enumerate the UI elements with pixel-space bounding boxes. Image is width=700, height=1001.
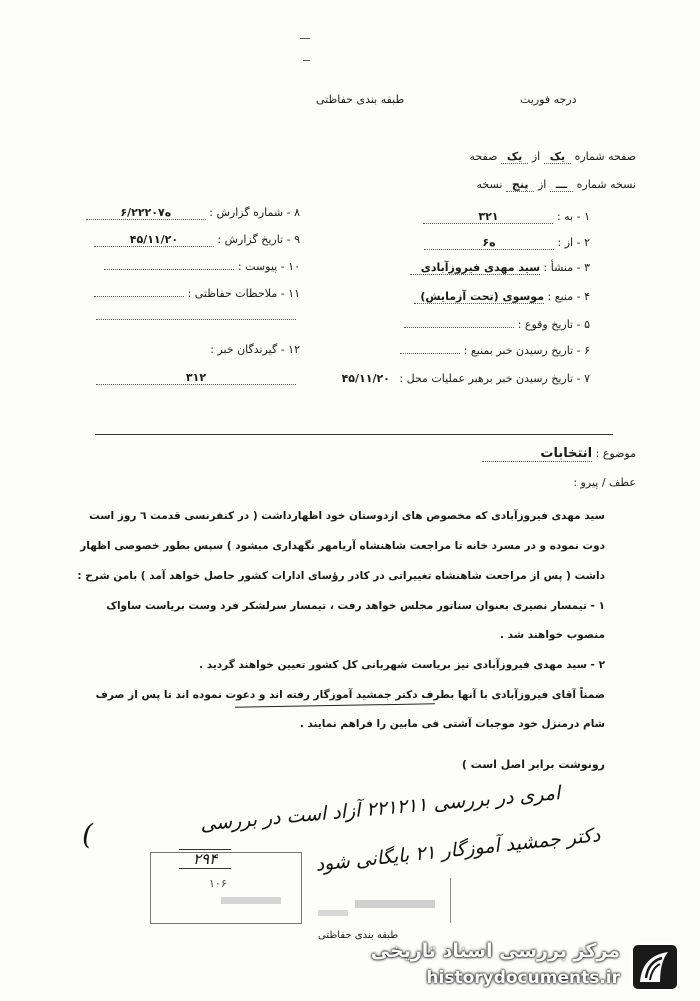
faded-stamp-edge	[450, 878, 465, 923]
watermark-url: historydocuments.ir	[426, 968, 620, 988]
copy-label: نسخه شماره	[576, 178, 636, 191]
copy-note: رونوشت برابر اصل است )	[461, 758, 605, 771]
watermark-title: مرکز بررسی اسناد تاریخی	[370, 940, 620, 962]
of-label: از	[531, 150, 541, 163]
registry-stamp	[150, 852, 302, 924]
handwritten-bracket: (	[82, 818, 93, 851]
body-line: سید مهدی فیروزآبادی که مخصوص های ازدوستان خود اظهارداشت ( در کنفرنسی قدمت ٦ روز است	[89, 510, 605, 522]
footer-classification-label: طبقه بندی حفاظتی	[318, 930, 399, 941]
top-mark	[300, 38, 310, 39]
body-line: ۲ - سید مهدی فیروزآبادی نیز بریاست شهربانی کل کشور تعیین خواهند گردید .	[199, 659, 605, 671]
field-event-date-value	[404, 327, 514, 328]
stamp-faded-text	[221, 897, 281, 904]
archive-logo-icon	[630, 942, 680, 992]
blank-line	[96, 318, 296, 320]
copy-of-value: پنج	[506, 178, 535, 192]
top-mark	[303, 60, 310, 61]
copy-of-label: از	[537, 178, 547, 191]
urgency-label: درجه فوریت	[520, 93, 577, 106]
field-source-value: موسوی (تحت آزمایش)	[414, 290, 544, 304]
field-source-date: ۶ - تاریخ رسیدن خبر بمنبع :	[400, 344, 590, 357]
handwritten-note: امری در بررسی ۲۲۱۲۱۱ آزاد است در بررسی	[199, 782, 561, 836]
body-line: منصوب خواهند شد .	[500, 629, 605, 641]
field-security-notes-value	[94, 296, 184, 297]
field-from-value: ه۶	[424, 236, 554, 250]
field-to-value: ۳۲۱	[423, 210, 553, 224]
reference-label: عطف / پیرو :	[573, 476, 636, 489]
stamp-small-number: ۱۰۶	[209, 877, 227, 890]
field-report-number-value: ه۶/۲۲۲۰۷	[86, 206, 206, 220]
subject-label: موضوع :	[595, 447, 636, 460]
field-attachment: ۱۰ - پیوست :	[104, 260, 300, 273]
page-value: یک	[544, 150, 571, 164]
field-security-notes: ۱۱ - ملاحظات حفاظتی :	[94, 287, 300, 300]
field-attachment-value	[104, 269, 234, 270]
subject-row	[482, 446, 636, 462]
copy-suffix: نسخه	[476, 178, 503, 191]
of-value: یک	[501, 150, 528, 164]
field-origin-value: سید مهدی فیروزآبادی	[410, 261, 540, 275]
subject-value: انتخابات	[482, 446, 592, 462]
field-event-date: ۵ - تاریخ وقوع :	[404, 318, 590, 331]
handwritten-note: دکتر جمشید آموزگار ۲۱ بایگانی شود	[314, 824, 602, 876]
body-line: ۱ - تیمسار نصیری بعنوان سناتور مجلس خواهد رفت ، تیمسار سرلشکر فرد وست بریاست ساواک	[106, 600, 605, 612]
faded-stamp-mark	[318, 910, 348, 916]
copy-value: ـــ	[550, 178, 573, 192]
field-report-date: ۹ - تاریخ گزارش : ۴۵/۱۱/۲۰	[94, 233, 300, 247]
field-source: ۴ - منبع : موسوی (تحت آزمایش)	[414, 290, 590, 304]
field-recipients-value: ۳۱۲	[96, 371, 296, 385]
copy-number-row	[477, 178, 636, 191]
field-ops-date: ۷ - تاریخ رسیدن خبر برهبر عملیات محل : ۴۵/۱۱/۲۰	[341, 372, 590, 385]
body-line: داشت ( پس از مراجعت شاهنشاه تغییراتی در کادر رؤسای ادارات کشور حاصل خواهد آمد ) بامن شرح :	[77, 570, 605, 582]
handwritten-underline	[235, 703, 435, 707]
field-to: ۱ - به : ۳۲۱	[423, 210, 590, 224]
faded-stamp-mark	[355, 900, 435, 908]
body-line: ضمناً آقای فیروزآبادی با آنها بطرف دکتر جمشید آموزگار رفته اند و دعوت نموده اند تا پس از صرف	[95, 689, 605, 701]
section-divider	[95, 434, 613, 435]
page-number-row	[470, 150, 637, 163]
field-report-number: ۸ - شماره گزارش : ه۶/۲۲۲۰۷	[86, 206, 300, 220]
field-recipients: ۱۲ - گیرندگان خبر :	[210, 343, 300, 356]
body-line: دوت نموده و در مسرد خانه تا مراجعت شاهنشاه آریامهر نگهداری میشود ) سپس بطور خصوصی اظهار	[80, 540, 605, 552]
field-origin: ۳ - منشأ : سید مهدی فیروزآبادی	[410, 261, 590, 275]
field-ops-date-value: ۴۵/۱۱/۲۰	[341, 372, 390, 385]
field-source-date-value	[400, 353, 460, 354]
classification-label: طبقه بندی حفاظتی	[316, 93, 405, 106]
page-label: صفحه شماره	[574, 150, 636, 163]
stamp-number: ۲۹۴	[179, 849, 231, 869]
body-line: شام درمنزل خود موجبات آشتی فی مابین را فراهم نمایند .	[299, 718, 605, 730]
field-report-date-value: ۴۵/۱۱/۲۰	[94, 233, 214, 247]
page-suffix: صفحه	[469, 150, 498, 163]
field-from: ۲ - از : ه۶	[424, 236, 590, 250]
